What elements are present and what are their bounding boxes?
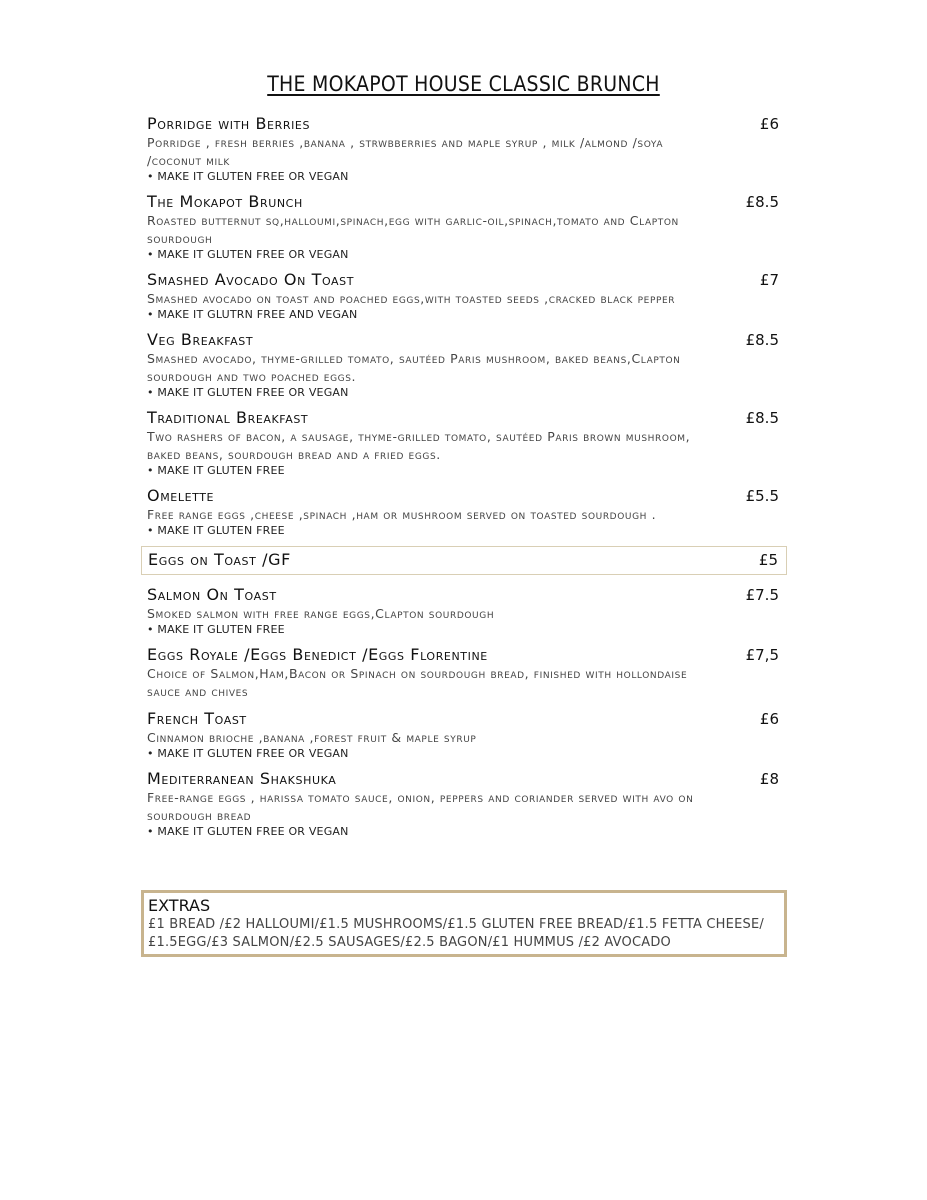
menu-item — [147, 769, 781, 839]
menu-item-description: Two rashers of bacon, a sausage, thyme-grilled tomato, sautéed Paris brown mushroom, baked beans, sourdough bread and a fried eggs. — [147, 429, 691, 462]
menu-item-dietary-note: • MAKE IT GLUTEN FREE OR VEGAN — [147, 386, 349, 399]
menu-item-price: £7,5 — [745, 646, 779, 664]
menu-item-description: Smashed avocado on toast and poached eggs,with toasted seeds ,cracked black pepper — [147, 291, 676, 306]
menu-item-description: Smoked salmon with free range eggs,Clapton sourdough — [147, 606, 495, 621]
menu-item-price: £8.5 — [745, 193, 779, 211]
menu-item-description: Porridge , fresh berries ,banana , strwbberries and maple syrup , milk /almond /soya /coconut milk — [147, 135, 664, 168]
menu-items-list — [147, 114, 781, 847]
menu-item-price: £5.5 — [745, 487, 779, 505]
menu-item — [147, 408, 781, 478]
menu-item-dietary-note: • MAKE IT GLUTEN FREE OR VEGAN — [147, 747, 349, 760]
menu-item — [147, 486, 781, 538]
menu-item-dietary-note: • MAKE IT GLUTEN FREE OR VEGAN — [147, 825, 349, 838]
menu-item-name: Smashed Avocado On Toast — [147, 270, 355, 289]
extras-title: EXTRAS — [148, 896, 211, 915]
menu-item — [147, 645, 781, 701]
menu-item-price: £8.5 — [745, 409, 779, 427]
menu-item-price: £8 — [759, 770, 779, 788]
menu-item-dietary-note: • MAKE IT GLUTEN FREE — [147, 623, 285, 636]
menu-item-dietary-note: • MAKE IT GLUTEN FREE — [147, 524, 285, 537]
menu-item-description: Free-range eggs , harissa tomato sauce, onion, peppers and coriander served with avo on sourdough bread — [147, 790, 694, 823]
extras-list: £1 BREAD /£2 HALLOUMI/£1.5 MUSHROOMS/£1.5 GLUTEN FREE BREAD/£1.5 FETTA CHEESE/£1.5EGG/£3 SALMON/£2.5 SAUSAGES/£2.5 BAGON/£1 HUMMUS /£2 AVOCADO — [148, 917, 764, 950]
menu-item-highlighted — [141, 546, 787, 575]
menu-item-description: Choice of Salmon,Ham,Bacon or Spinach on sourdough bread, finished with hollondaise sauce and chives — [147, 666, 688, 699]
menu-item-dietary-note: • MAKE IT GLUTEN FREE — [147, 464, 285, 477]
menu-item-description: Free range eggs ,cheese ,spinach ,ham or mushroom served on toasted sourdough . — [147, 507, 657, 522]
menu-item-price: £6 — [759, 710, 779, 728]
menu-item-dietary-note: • MAKE IT GLUTEN FREE OR VEGAN — [147, 248, 349, 261]
menu-item-price: £7.5 — [745, 586, 779, 604]
menu-item — [147, 330, 781, 400]
menu-item-description: Cinnamon brioche ,banana ,forest fruit & maple syrup — [147, 730, 477, 745]
menu-item-name: Veg Breakfast — [147, 330, 254, 349]
extras-box — [141, 890, 787, 957]
menu-item-dietary-note: • MAKE IT GLUTRN FREE AND VEGAN — [147, 308, 358, 321]
menu-item-name: Porridge with Berries — [147, 114, 311, 133]
menu-item-name: Mediterranean Shakshuka — [147, 769, 337, 788]
menu-item-dietary-note: • MAKE IT GLUTEN FREE OR VEGAN — [147, 170, 349, 183]
menu-title: THE MOKAPOT HOUSE CLASSIC BRUNCH — [267, 72, 660, 96]
menu-item-name: Salmon On Toast — [147, 585, 277, 604]
menu-item-description: Smashed avocado, thyme-grilled tomato, sautéed Paris mushroom, baked beans,Clapton sourdough and two poached eggs. — [147, 351, 681, 384]
menu-item-price: £6 — [759, 115, 779, 133]
menu-item-name: Omelette — [147, 486, 215, 505]
menu-item — [147, 270, 781, 322]
menu-item — [147, 585, 781, 637]
menu-item-price: £7 — [759, 271, 779, 289]
menu-item-name: The Mokapot Brunch — [147, 192, 303, 211]
menu-item — [147, 709, 781, 761]
menu-item-price: £8.5 — [745, 331, 779, 349]
menu-item-name: Eggs Royale /Eggs Benedict /Eggs Florentine — [147, 645, 488, 664]
menu-item-name: French Toast — [147, 709, 247, 728]
menu-item — [147, 114, 781, 184]
menu-item — [147, 192, 781, 262]
menu-item-price: £5 — [758, 551, 778, 569]
menu-item-name: Eggs on Toast /GF — [148, 550, 291, 569]
menu-item-name: Traditional Breakfast — [147, 408, 309, 427]
menu-item-description: Roasted butternut sq,halloumi,spinach,egg with garlic-oil,spinach,tomato and Clapton sourdough — [147, 213, 679, 246]
